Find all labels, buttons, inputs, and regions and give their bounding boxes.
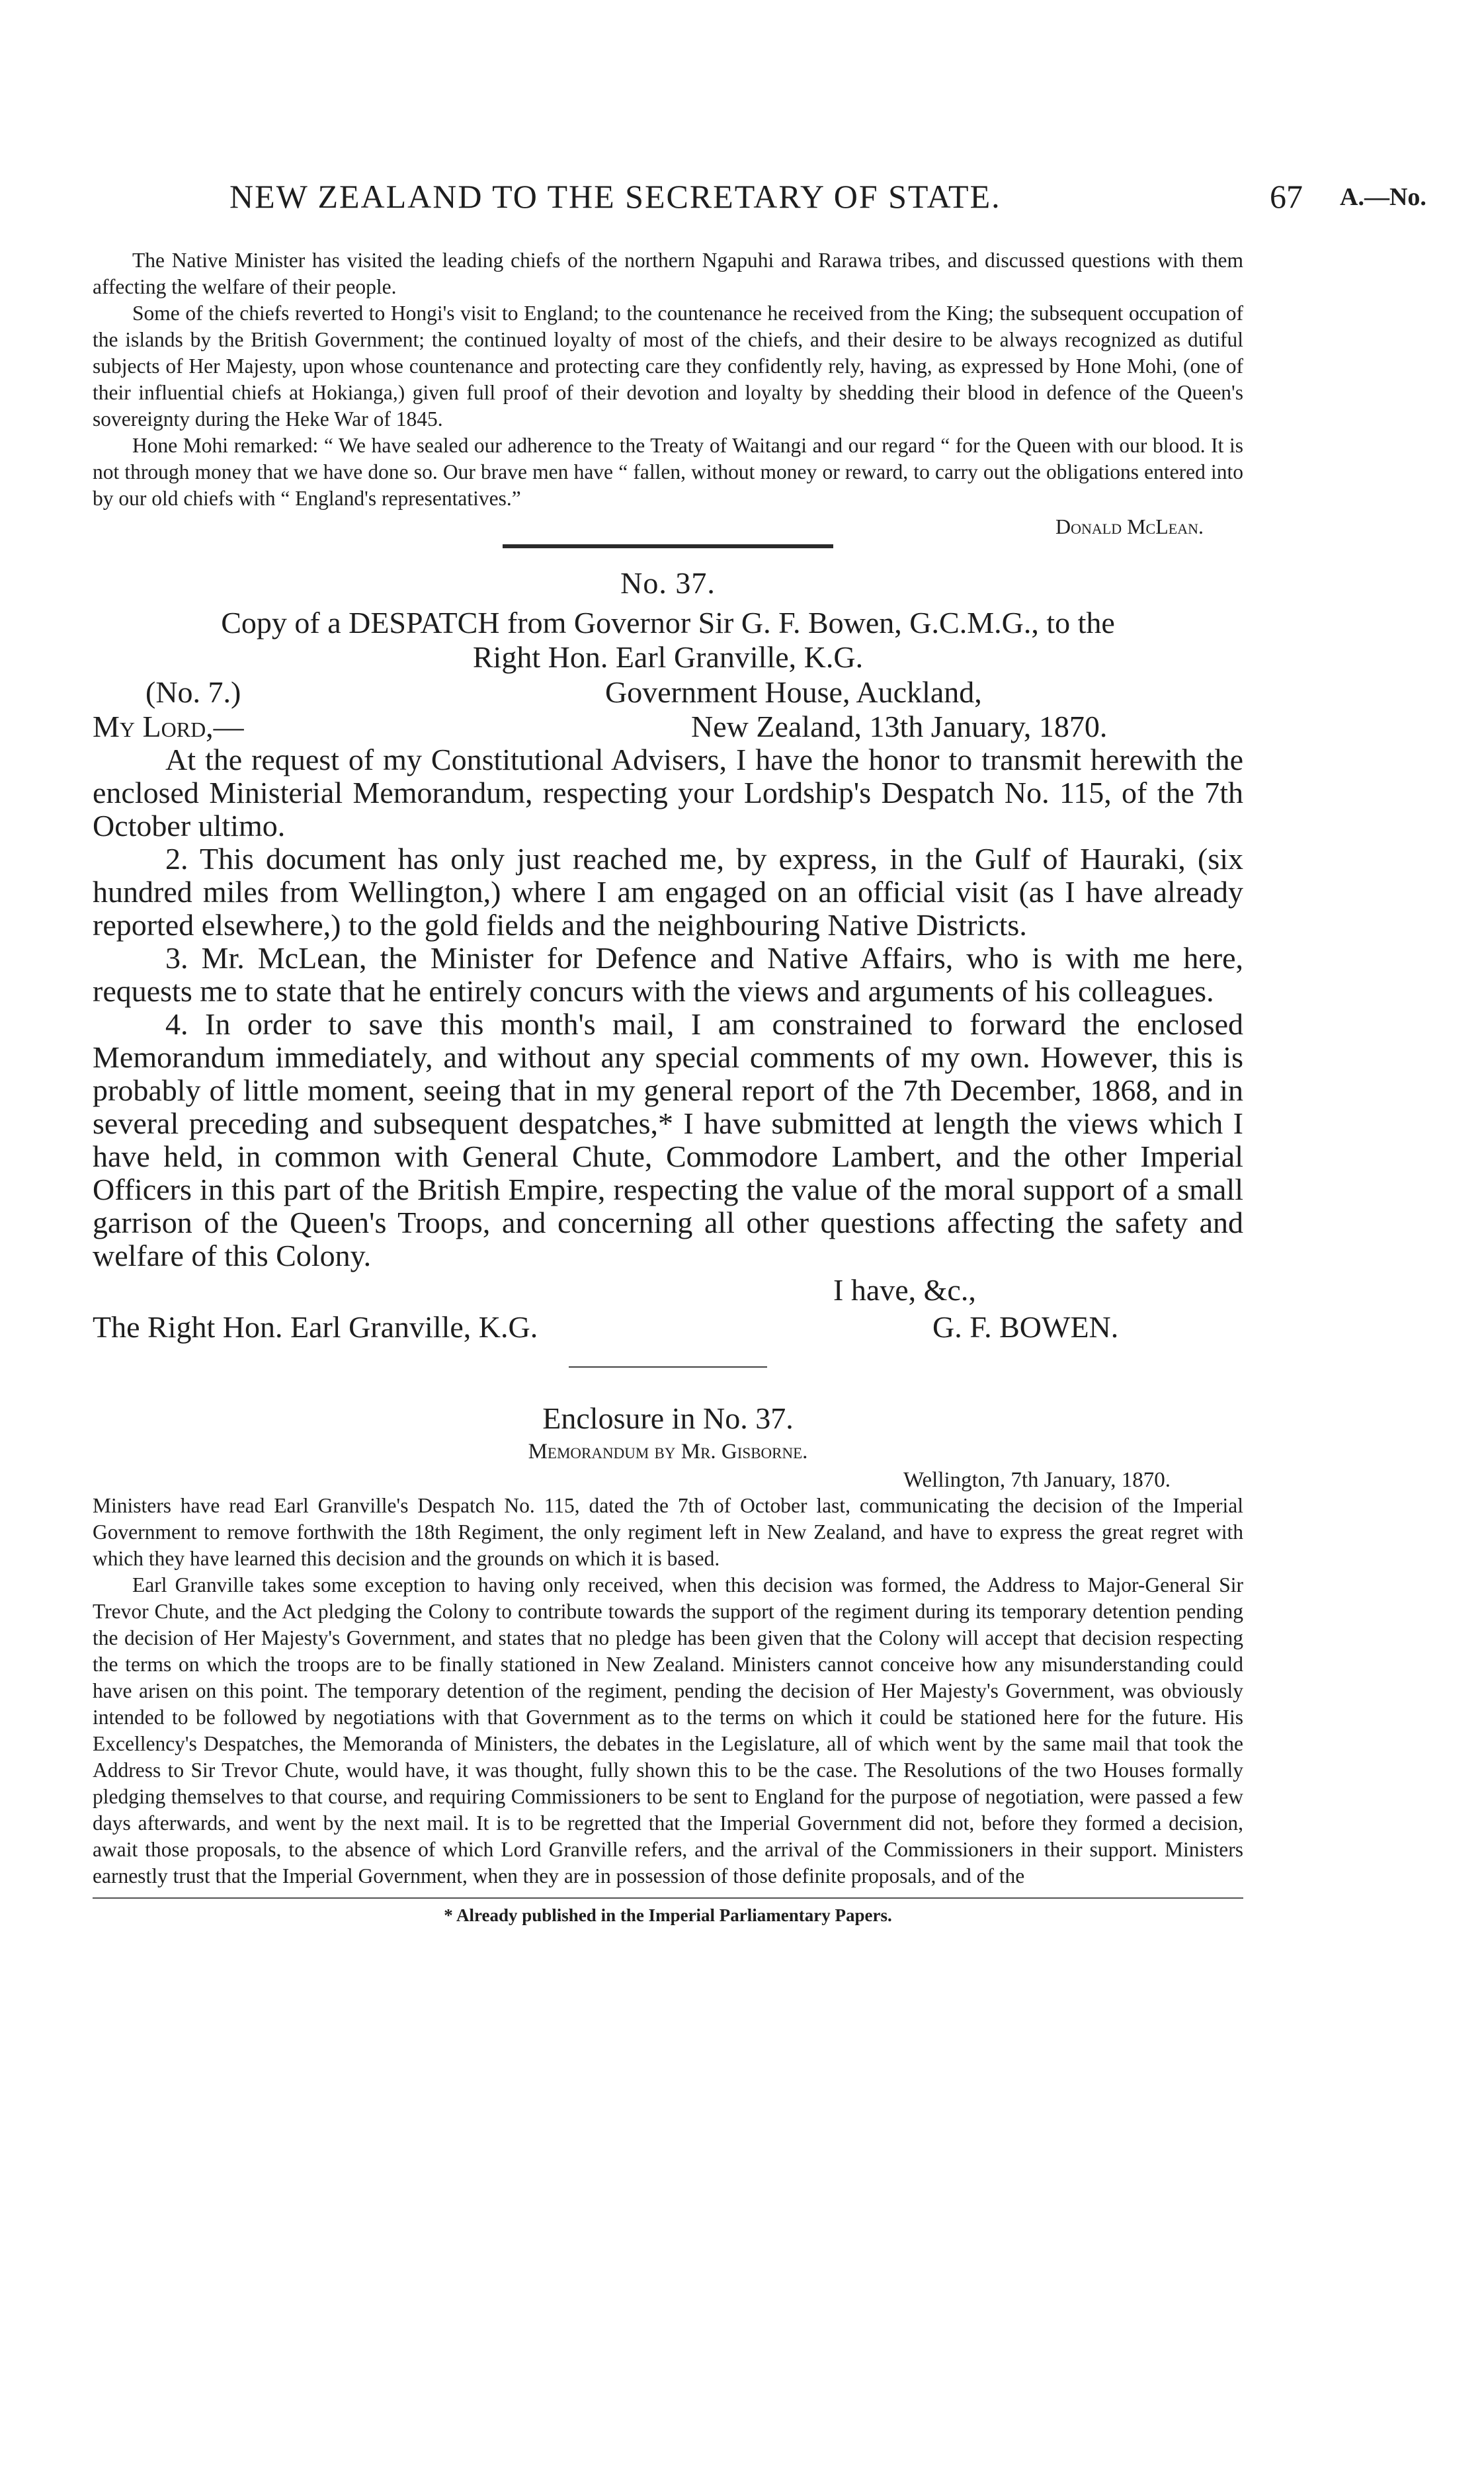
despatch-header-row bbox=[93, 675, 1243, 709]
footnote: * Already published in the Imperial Parliamentary Papers. bbox=[444, 1905, 892, 1925]
section-divider bbox=[503, 544, 833, 548]
intro-paragraph: Some of the chiefs reverted to Hongi's visit to England; to the countenance he received from the King; the subsequent occupation of the islands by the British Government; the continued loyalty of most of the chiefs, and their desire to be always recognized as dutiful subjects of Her Majesty, upon whose countenance and protecting care they confidently rely, having, as expressed by Hone Mohi, (one of their influential chiefs at Hokianga,) given full proof of their devotion and loyalty by shedding their blood in defence of the Queen's sovereignty during the Heke War of 1845. bbox=[93, 302, 1243, 431]
despatch-title-line: Copy of a DESPATCH from Governor Sir G. F. Bowen, G.C.M.G., to the bbox=[221, 606, 1115, 640]
despatch-number: No. 37. bbox=[620, 566, 716, 600]
despatch-paragraph: 4. In order to save this month's mail, I am constrained to forward the enclosed Memorandum immediately, and without any special comments of my own. However, this is probably of little moment, seeing that in my general report of the 7th December, 1868, and in several preceding and subsequent despatches,* I have submitted at length the views which I have held, in common with General Chute, Commodore Lambert, and the other Imperial Officers in this part of the British Empire, respecting the value of the moral support of a small garrison of the Queen's Troops, and concerning all other questions affecting the safety and welfare of this Colony. bbox=[93, 1007, 1243, 1272]
despatch-body bbox=[93, 743, 1243, 1272]
intro-paragraph: The Native Minister has visited the leading chiefs of the northern Ngapuhi and Rarawa tribes, and discussed questions with them affecting the welfare of their people. bbox=[93, 249, 1243, 298]
running-head bbox=[0, 0, 1484, 215]
despatch-paragraph: 2. This document has only just reached me, by express, in the Gulf of Hauraki, (six hundred miles from Wellington,) where I am engaged on an official visit (as I have already reported elsewhere,) to the gold fields and the neighbouring Native Districts. bbox=[93, 842, 1243, 942]
section-divider bbox=[569, 1366, 767, 1368]
address-line: New Zealand, 13th January, 1870. bbox=[691, 710, 1108, 743]
address-line: Government House, Auckland, bbox=[605, 675, 982, 709]
despatch-title bbox=[119, 606, 1217, 675]
despatch-reference: (No. 7.) bbox=[145, 675, 241, 709]
footnote-divider bbox=[93, 1897, 1243, 1899]
intro-section bbox=[93, 247, 1243, 512]
despatch-header-row bbox=[93, 709, 1243, 743]
closing-row bbox=[93, 1272, 1243, 1309]
page-body bbox=[93, 247, 1243, 1926]
paper-reference: A.—No. bbox=[1340, 183, 1426, 211]
despatch-paragraph: 3. Mr. McLean, the Minister for Defence and Native Affairs, who is with me here, requests me to state that he entirely concurs with the views and arguments of his colleagues. bbox=[93, 941, 1243, 1008]
addressee: The Right Hon. Earl Granville, K.G. bbox=[93, 1310, 538, 1344]
enclosure-title: Enclosure in No. 37. bbox=[542, 1401, 794, 1435]
memorandum-paragraph: Earl Granville takes some exception to having only received, when this decision was formed, the Address to Major-General Sir Trevor Chute, and the Act pledging the Colony to contribute towards the support of the regiment during its temporary detention pending the decision of Her Majesty's Government, and states that no pledge has been given that the Colony will accept that decision respecting the terms on which the troops are to be finally stationed in New Zealand. Ministers cannot conceive how any misunderstanding could have arisen on this point. The temporary detention of the regiment, pending the decision of Her Majesty's Government, was obviously intended to be followed by negotiations with that Government as to the terms on which it could be stationed here for the future. His Excellency's Despatches, the Memoranda of Ministers, the debates in the Legislature, all of which went by the same mail that took the Address to Sir Trevor Chute, would have, it was thought, fully shown this to be the case. The Resolutions of the two Houses formally pledging themselves to that course, and requiring Commissioners to be sent to England for the purpose of negotiation, were passed a few days afterwards, and went by the next mail. It is to be regretted that the Imperial Government did not, before they formed a decision, await those proposals, to the absence of which Lord Granville refers, and the arrival of the Commissioners in their support. Ministers earnestly trust that the Imperial Government, when they are in possession of those definite proposals, and of the bbox=[93, 1573, 1243, 1887]
page-number: 67 bbox=[1270, 178, 1303, 215]
signature-row bbox=[93, 1309, 1243, 1346]
intro-signature: Donald McLean. bbox=[1055, 515, 1204, 538]
despatch-paragraph: At the request of my Constitutional Advisers, I have the honor to transmit herewith the enclosed Ministerial Memorandum, respecting your Lordship's Despatch No. 115, of the 7th October ultimo. bbox=[93, 743, 1243, 843]
memorandum-body bbox=[93, 1493, 1243, 1889]
memorandum-paragraph: Ministers have read Earl Granville's Despatch No. 115, dated the 7th of October last, communicating the decision of the Imperial Government to remove forthwith the 18th Regiment, the only regiment left in New Zealand, and have to express the great regret with which they have learned this decision and the grounds on which it is based. bbox=[93, 1494, 1243, 1570]
intro-paragraph: Hone Mohi remarked: “ We have sealed our adherence to the Treaty of Waitangi and our regard “ for the Queen with our blood. It is not through money that we have done so. Our brave men have “ fallen, without money or reward, to carry out the obligations entered into by our old chiefs with “ England's representatives.” bbox=[93, 434, 1243, 510]
memorandum-title: Memorandum by Mr. Gisborne. bbox=[528, 1440, 808, 1464]
memorandum-date: Wellington, 7th January, 1870. bbox=[903, 1468, 1171, 1492]
salutation: My Lord,— bbox=[93, 710, 244, 743]
despatch-signature: G. F. BOWEN. bbox=[932, 1310, 1119, 1344]
closing: I have, &c., bbox=[833, 1273, 976, 1307]
despatch-title-line: Right Hon. Earl Granville, K.G. bbox=[472, 640, 864, 674]
running-title: NEW ZEALAND TO THE SECRETARY OF STATE. bbox=[229, 178, 1001, 215]
